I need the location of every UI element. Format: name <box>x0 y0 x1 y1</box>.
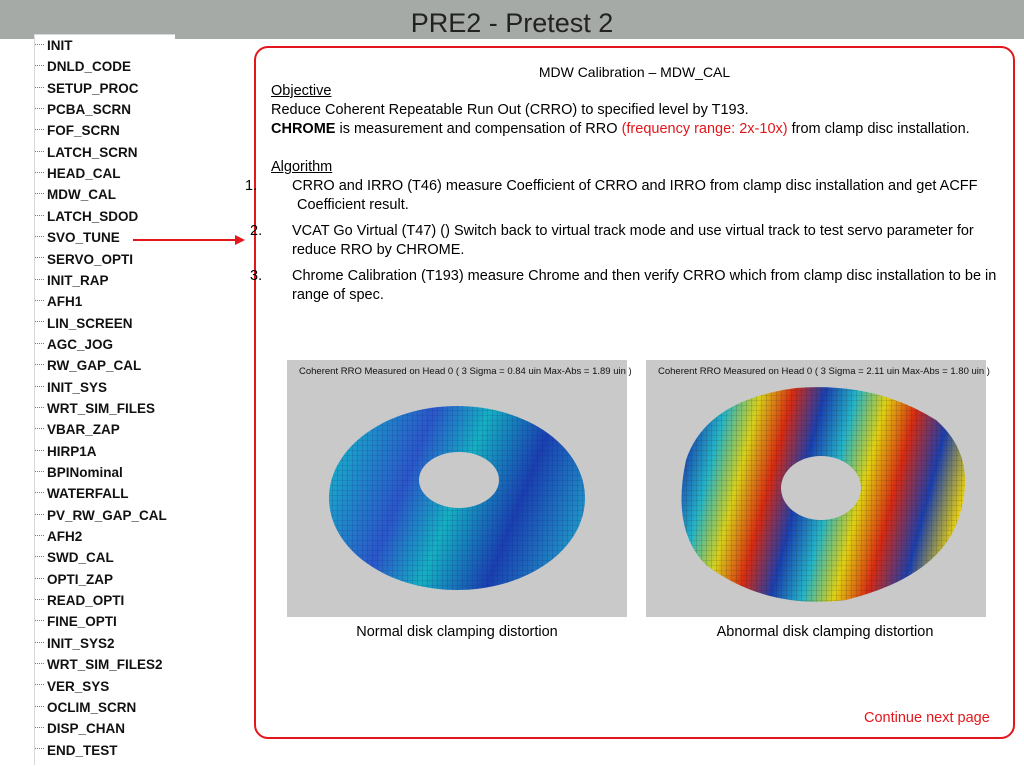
sequence-item-afh2 <box>35 529 82 550</box>
section-heading: MDW Calibration – MDW_CAL <box>538 64 731 80</box>
sequence-item-init-sys <box>35 380 107 401</box>
sequence-item-label: DNLD_CODE <box>47 59 132 75</box>
crro-plot-abnormal <box>646 360 990 617</box>
sequence-item-label: AGC_JOG <box>47 336 114 352</box>
plot-title: Coherent RRO Measured on Head 0 ( 3 Sigma = 2.11 uin Max-Abs = 1.80 uin ) <box>658 366 990 377</box>
sequence-item-waterfall <box>35 486 129 507</box>
sequence-item-swd-cal <box>35 550 114 571</box>
tree-connector <box>35 364 44 365</box>
tree-connector <box>35 108 44 109</box>
sequence-item-label: LIN_SCREEN <box>47 315 133 331</box>
tree-connector <box>35 578 44 579</box>
tree-connector <box>35 65 44 66</box>
sequence-item-dnld-code <box>35 59 131 80</box>
sequence-item-end-test <box>35 743 118 764</box>
tree-connector <box>35 535 44 536</box>
tree-connector <box>35 151 44 152</box>
sequence-item-label: WRT_SIM_FILES <box>47 400 156 416</box>
tree-connector <box>35 129 44 130</box>
tree-connector <box>35 514 44 515</box>
sequence-item-wrt-sim-files <box>35 401 155 422</box>
objective-label: Objective <box>271 83 332 99</box>
sequence-item-label: AFH1 <box>47 294 83 310</box>
tree-connector <box>35 748 44 749</box>
sequence-item-agc-jog <box>35 337 113 358</box>
sequence-item-label: LATCH_SDOD <box>47 208 139 224</box>
sequence-item-bpinominal <box>35 465 123 486</box>
algorithm-step: 3. Chrome Calibration (T193) measure Chrome and then verify CRRO which from clamp disc installation to be in range of spec. <box>250 268 997 303</box>
sequence-item-label: INIT_SYS2 <box>47 635 115 651</box>
figure-caption-normal: Normal disk clamping distortion <box>356 624 558 640</box>
sequence-item-wrt-sim-files2 <box>35 657 163 678</box>
sequence-item-label: WRT_SIM_FILES2 <box>47 657 163 673</box>
sequence-item-label: INIT <box>47 38 73 53</box>
disk-surface-abnormal <box>646 360 986 617</box>
tree-connector <box>35 44 44 45</box>
tree-connector <box>35 279 44 280</box>
tree-connector <box>35 321 44 322</box>
sequence-item-label: BPINominal <box>47 465 123 480</box>
sequence-item-label: PV_RW_GAP_CAL <box>47 507 167 523</box>
sequence-item-label: RW_GAP_CAL <box>47 358 142 374</box>
sequence-item-servo-opti <box>35 252 133 273</box>
sequence-item-fine-opti <box>35 614 117 635</box>
arrow-pointer-icon <box>133 232 248 248</box>
sequence-item-pcba-scrn <box>35 102 131 123</box>
crro-plot-normal <box>287 360 632 617</box>
sequence-item-label: HIRP1A <box>47 443 97 459</box>
sequence-item-rw-gap-cal <box>35 358 141 379</box>
tree-connector <box>35 684 44 685</box>
sequence-item-label: HEAD_CAL <box>47 166 121 182</box>
tree-connector <box>35 343 44 344</box>
tree-connector <box>35 642 44 643</box>
algorithm-step: 1. CRRO and IRRO (T46) measure Coefficient of CRRO and IRRO from clamp disc installation and get ACFF Coefficient result. <box>245 178 978 213</box>
sequence-item-mdw-cal <box>35 187 116 208</box>
sequence-item-label: END_TEST <box>47 742 118 758</box>
algorithm-step: 2. VCAT Go Virtual (T47) () Switch back to virtual track mode and use virtual track to test servo parameter for reduce RRO by CHROME. <box>250 223 974 258</box>
sequence-item-label: OCLIM_SCRN <box>47 699 137 715</box>
sequence-item-label: VER_SYS <box>47 678 110 694</box>
sequence-item-oclim-scrn <box>35 700 136 721</box>
tree-connector <box>35 450 44 451</box>
disk-surface-normal <box>287 360 627 617</box>
sequence-item-setup-proc <box>35 81 139 102</box>
sequence-item-label: LATCH_SCRN <box>47 144 138 160</box>
sequence-item-init-rap <box>35 273 109 294</box>
tree-connector <box>35 492 44 493</box>
plot-title: Coherent RRO Measured on Head 0 ( 3 Sigma = 0.84 uin Max-Abs = 1.89 uin ) <box>299 366 632 377</box>
sequence-item-label: INIT_SYS <box>47 379 108 395</box>
objective-line-2: CHROME is measurement and compensation of RRO (frequency range: 2x-10x) from clamp disc installation. <box>271 121 970 137</box>
sequence-item-afh1 <box>35 294 82 315</box>
sequence-item-hirp1a <box>35 444 97 465</box>
tree-connector <box>35 599 44 600</box>
tree-connector <box>35 556 44 557</box>
sequence-item-init <box>35 38 73 59</box>
figure-caption-abnormal: Abnormal disk clamping distortion <box>716 624 934 640</box>
sequence-item-label: SVO_TUNE <box>47 230 120 246</box>
sequence-item-latch-scrn <box>35 145 138 166</box>
sequence-item-label: PCBA_SCRN <box>47 102 132 118</box>
sequence-item-label: MDW_CAL <box>47 187 116 203</box>
algorithm-label: Algorithm <box>271 159 333 175</box>
sequence-item-head-cal <box>35 166 121 187</box>
sequence-item-label: READ_OPTI <box>47 593 125 609</box>
sequence-item-fof-scrn <box>35 123 120 144</box>
chrome-term: CHROME <box>271 121 336 137</box>
tree-connector <box>35 727 44 728</box>
tree-connector <box>35 620 44 621</box>
tree-connector <box>35 172 44 173</box>
tree-connector <box>35 215 44 216</box>
continue-next-page: Continue next page <box>864 710 990 726</box>
sequence-item-svo-tune <box>35 230 120 251</box>
sequence-item-label: AFH2 <box>47 529 83 545</box>
tree-connector <box>35 386 44 387</box>
sequence-item-label: SETUP_PROC <box>47 80 139 96</box>
sequence-item-init-sys2 <box>35 636 115 657</box>
sequence-item-vbar-zap <box>35 422 120 443</box>
test-sequence-list <box>34 34 175 765</box>
tree-connector <box>35 706 44 707</box>
body-text <box>245 82 1006 305</box>
tree-connector <box>35 663 44 664</box>
tree-connector <box>35 236 44 237</box>
tree-connector <box>35 257 44 258</box>
tree-connector <box>35 471 44 472</box>
tree-connector <box>35 193 44 194</box>
sequence-item-label: WATERFALL <box>47 486 129 502</box>
sequence-item-latch-sdod <box>35 209 138 230</box>
sequence-item-label: INIT_RAP <box>47 272 109 288</box>
objective-line-1: Reduce Coherent Repeatable Run Out (CRRO) to specified level by T193. <box>271 102 749 118</box>
tree-connector <box>35 407 44 408</box>
frequency-range: (frequency range: 2x-10x) <box>621 121 788 137</box>
sequence-item-disp-chan <box>35 721 125 742</box>
slide-title: PRE2 - Pretest 2 <box>410 8 614 38</box>
sequence-item-opti-zap <box>35 572 113 593</box>
sequence-item-label: DISP_CHAN <box>47 721 126 737</box>
tree-connector <box>35 300 44 301</box>
sequence-item-label: VBAR_ZAP <box>47 422 120 438</box>
sequence-item-label: FINE_OPTI <box>47 614 117 630</box>
sequence-item-lin-screen <box>35 316 133 337</box>
sequence-item-label: SWD_CAL <box>47 550 114 566</box>
sequence-item-label: FOF_SCRN <box>47 123 120 139</box>
sequence-item-pv-rw-gap-cal <box>35 508 167 529</box>
tree-connector <box>35 428 44 429</box>
sequence-item-label: OPTI_ZAP <box>47 571 114 587</box>
tree-connector <box>35 87 44 88</box>
sequence-item-label: SERVO_OPTI <box>47 251 134 267</box>
sequence-item-read-opti <box>35 593 124 614</box>
sequence-item-ver-sys <box>35 679 109 700</box>
